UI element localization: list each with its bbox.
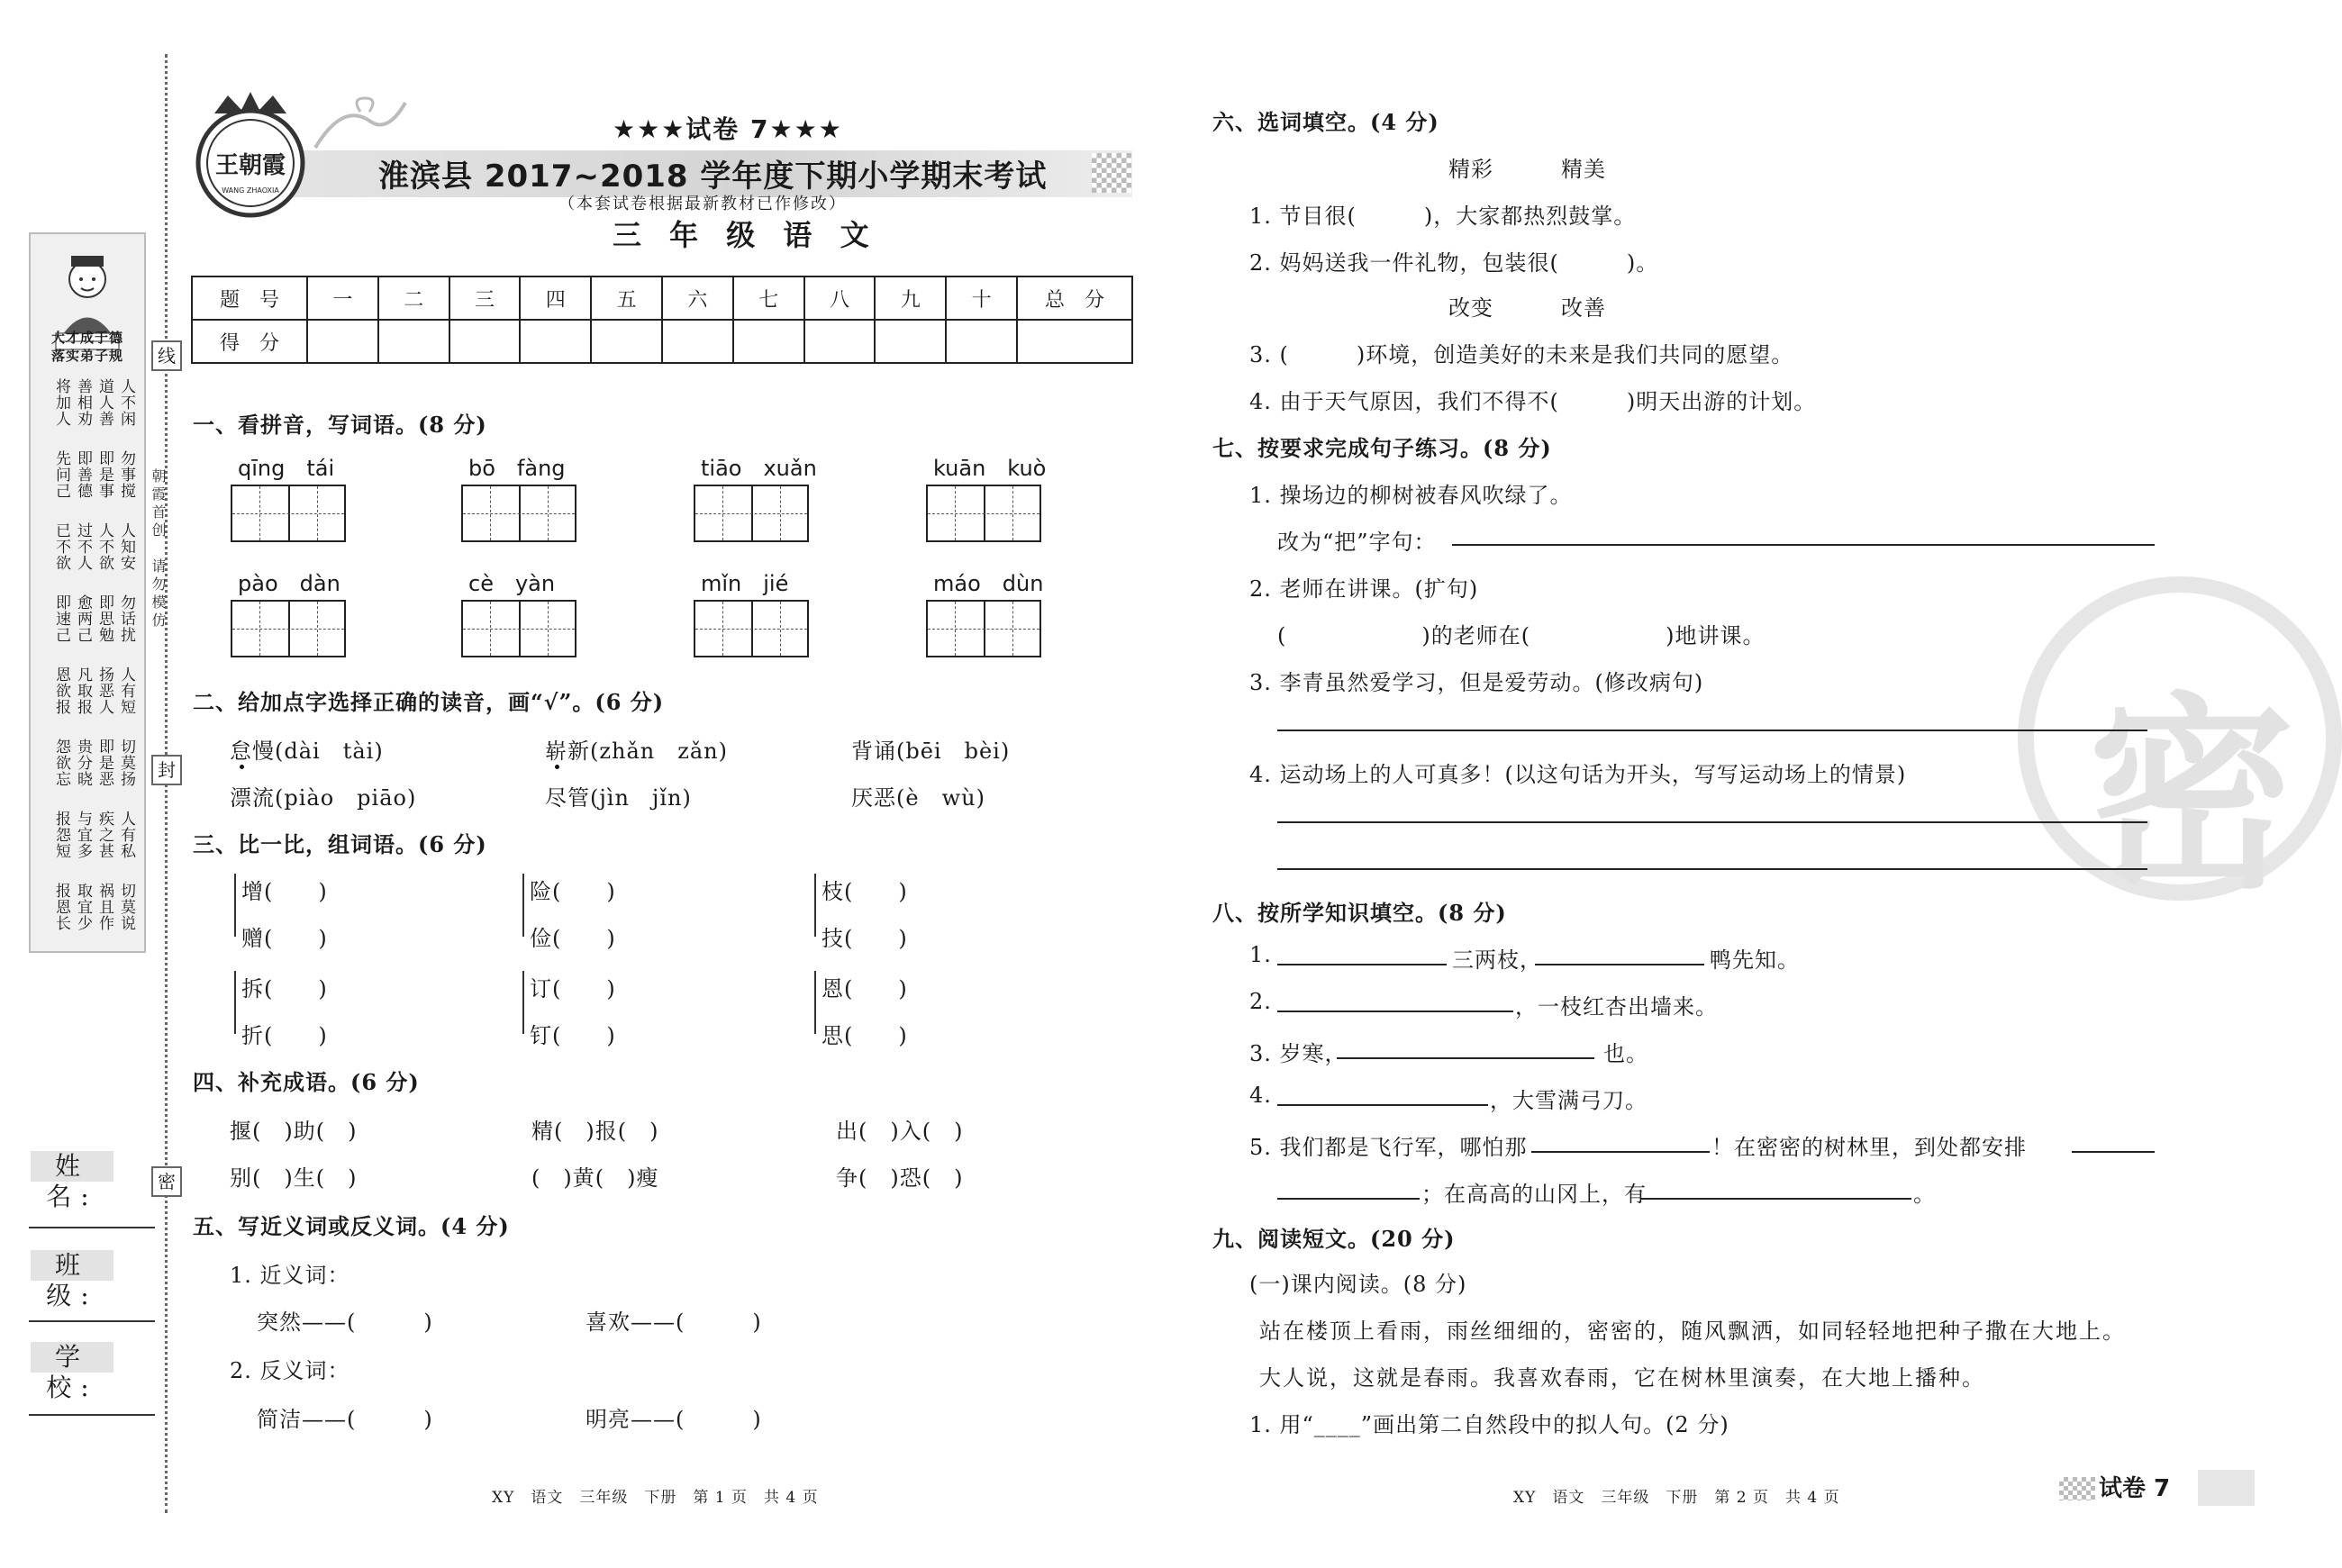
poem-q1-end: 鸭先知。 [1710,947,1800,973]
score-header-cell: 五 [591,276,662,320]
grid-guide [780,486,781,540]
motto-column: 扬恶人 [95,666,113,715]
group-bracket [234,971,236,1034]
school-label: 学 校: [31,1342,113,1373]
score-header-cell: 七 [733,276,804,320]
watermark-char: 密 [2088,674,2296,917]
poem-q5-text-a: 5. 我们都是飞行军，哪怕那 [1249,1135,1528,1160]
grid-guide [1012,486,1013,540]
reading-item-3-text: 背诵(bēi bèi) [851,739,1011,764]
motto-column: 恩欲报 [52,666,70,715]
motto-column: 先问己 [52,450,70,499]
section-7-title: 七、按要求完成句子练习。(8 分) [1212,435,1552,461]
footer-page-1: XY 语文 三年级 下册 第 1 页 共 4 页 [492,1489,819,1507]
motto-column: 已不欲 [52,522,70,571]
poem-q2-num: 2. [1249,989,1272,1014]
grid-guide [317,602,318,656]
answer-line[interactable] [1277,964,1447,965]
motto-column: 切莫说 [117,883,135,931]
motto-column: 贵分晓 [74,739,92,787]
reading-item-5[interactable] [545,780,692,811]
compare-item[interactable]: 钉( ) [530,1023,616,1048]
motto-column: 即善德 [74,450,92,499]
fill-question-3[interactable]: 3. ( )环境，创造美好的未来是我们共同的愿望。 [1249,342,1794,367]
antonym-label: 2. 反义词： [230,1358,350,1383]
score-header-cell: 总 分 [1017,276,1132,320]
score-cell[interactable] [662,320,733,363]
pinyin-label: cè yàn [468,571,556,596]
answer-line[interactable] [1535,964,1704,965]
reading-item-6-text: 厌恶(è wù) [851,785,985,811]
motto-column: 切莫扬 [117,739,135,787]
antonym-item[interactable]: 简洁——( ) [257,1407,433,1432]
idiom-item[interactable]: ( )黄( )瘦 [531,1165,659,1191]
school-field[interactable] [29,1414,155,1416]
answer-line[interactable] [1337,1057,1594,1059]
class-field[interactable] [29,1320,155,1322]
answer-line[interactable] [2072,1151,2155,1153]
reading-item-4-text: 漂流(piào piāo) [230,785,417,811]
idiom-item[interactable]: 别( )生( ) [230,1165,358,1191]
grid-guide [317,486,318,540]
compare-item[interactable]: 险( ) [530,879,616,904]
section-5-title: 五、写近义词或反义词。(4 分) [193,1213,510,1239]
grid-guide [1012,602,1013,656]
motto-column: 善相劝 [74,378,92,427]
score-header-cell: 六 [662,276,733,320]
answer-line[interactable] [1277,1198,1420,1200]
pinyin-label: bō fàng [468,456,566,481]
poem-q1-text: 三两枝， [1452,947,1542,973]
score-cell[interactable] [733,320,804,363]
poem-q3-text: 3. 岁寒， [1249,1041,1348,1066]
idiom-item[interactable]: 揠( )助( ) [230,1119,358,1144]
writing-grid[interactable] [926,485,1041,542]
pinyin-label: qīng tái [238,456,335,481]
compare-item[interactable]: 俭( ) [530,926,616,951]
section-8-title: 八、按所学知识填空。(8 分) [1212,900,1507,926]
score-header-label: 题 号 [192,276,307,320]
paper-tag-bar [2198,1470,2255,1506]
section-3-title: 三、比一比，组词语。(6 分) [193,831,487,857]
sentence-q3: 3. 李青虽然爱学习，但是爱劳动。(修改病句) [1249,670,1704,695]
checker-decoration [1092,153,1131,193]
side-note-original: 朝霞首创 [150,468,167,540]
idiom-item[interactable]: 出( )入( ) [836,1119,964,1144]
writing-grid[interactable] [461,485,576,542]
writing-grid[interactable] [461,600,576,657]
section-9-title: 九、阅读短文。(20 分) [1212,1226,1456,1252]
footer-page-2: XY 语文 三年级 下册 第 2 页 共 4 页 [1513,1489,1840,1507]
writing-grid[interactable] [694,485,809,542]
score-cell[interactable] [378,320,449,363]
section-6-title: 六、选词填空。(4 分) [1212,109,1439,135]
score-row-label: 得 分 [192,320,307,363]
motto-column: 人不欲 [95,522,113,571]
score-cell[interactable] [591,320,662,363]
score-header-cell: 九 [875,276,946,320]
side-note-no-copy: 请勿模仿 [150,558,167,630]
poem-q2-text: ，一枝红杏出墙来。 [1515,994,1718,1020]
compare-item[interactable]: 枝( ) [822,879,908,904]
synonym-item[interactable]: 喜欢——( ) [586,1310,762,1335]
sentence-q4: 4. 运动场上的人可真多！(以这句话为开头，写写运动场上的情景) [1249,762,1907,787]
score-cell[interactable] [946,320,1017,363]
answer-line[interactable] [1277,821,2147,823]
score-header-cell: 二 [378,276,449,320]
poem-q5-text-c: ；在高高的山冈上，有 [1421,1182,1647,1207]
compare-item[interactable]: 订( ) [530,976,616,1002]
answer-line[interactable] [1277,1104,1488,1106]
motto-column: 勿事搅 [117,450,135,499]
synonym-label: 1. 近义词： [230,1263,350,1288]
section-4-title: 四、补充成语。(6 分) [193,1069,420,1095]
poem-q4-num: 4. [1249,1083,1272,1108]
score-cell[interactable] [520,320,591,363]
name-label: 姓 名: [31,1151,113,1182]
motto-column: 疾之甚 [95,811,113,859]
motto-column: 报恩长 [52,883,70,931]
reading-item-1-text: 慢(dài tài) [252,739,384,764]
compare-item[interactable]: 折( ) [241,1023,328,1048]
group-bracket [814,971,816,1034]
motto-column: 愈两己 [74,594,92,643]
poem-q3-end: 也。 [1603,1041,1648,1066]
motto-column: 报怨短 [52,811,70,859]
sentence-q2-fill[interactable]: ( )的老师在( )地讲课。 [1277,623,1766,648]
motto-column: 人有私 [117,811,135,859]
fill-question-1[interactable]: 1. 节目很( )，大家都热烈鼓掌。 [1249,204,1637,229]
score-header-cell: 八 [804,276,876,320]
compare-item[interactable]: 技( ) [822,926,908,951]
motto-column: 怨欲忘 [52,739,70,787]
score-cell[interactable] [307,320,378,363]
reading-item-1[interactable]: 怠慢(dài tài) [230,739,384,764]
answer-line[interactable] [1531,1151,1710,1153]
paper-number: ★★★试卷 7★★★ [613,114,843,144]
answer-line[interactable] [1277,868,2147,870]
score-cell[interactable] [1017,320,1132,363]
paper-tag: 试卷 7 [2099,1475,2171,1502]
ribbon-decoration-icon [306,94,414,157]
pinyin-label: tiāo xuǎn [701,456,817,481]
pinyin-label: pào dàn [238,571,340,596]
sentence-q2: 2. 老师在讲课。(扩句) [1249,576,1479,602]
compare-item[interactable]: 思( ) [822,1023,908,1048]
motto-column: 勿话扰 [117,594,135,643]
writing-grid[interactable] [231,600,346,657]
score-cell[interactable] [875,320,946,363]
score-value-row [192,320,1132,363]
group-bracket [522,971,524,1034]
motto-panel [29,232,146,953]
idiom-item[interactable]: 争( )恐( ) [836,1165,964,1191]
score-header-cell: 一 [307,276,378,320]
reading-paragraph-2: 大人说，这就是春雨。我喜欢春雨，它在树林里演奏，在大地上播种。 [1259,1365,1985,1391]
compare-item[interactable]: 赠( ) [241,926,328,951]
grid-guide [548,602,549,656]
secret-watermark [2018,576,2342,917]
pinyin-label: máo dùn [933,571,1044,596]
motto-column: 即思勉 [95,594,113,643]
writing-grid[interactable] [926,600,1041,657]
brand-logo-sub: WANG ZHAOXIA [222,186,279,195]
poem-q4-text: ，大雪满弓刀。 [1490,1088,1648,1113]
word-choices-2: 改变 改善 [1448,295,1606,321]
sentence-q1-prompt: 改为“把”字句： [1277,530,1437,555]
motto-column: 将加人 [52,378,70,427]
motto-column: 即是恶 [95,739,113,787]
cut-char-mi: 密 [151,1166,182,1197]
motto-column: 即是事 [95,450,113,499]
reading-subsection: (一)课内阅读。(8 分) [1249,1272,1467,1297]
writing-grid[interactable] [694,600,809,657]
poem-q1-num: 1. [1249,942,1272,967]
motto-caption-1: 大才成于德 [50,330,123,346]
cut-char-feng: 封 [151,755,182,785]
motto-column: 人不闲 [117,378,135,427]
score-header-row [192,276,1132,320]
motto-column: 人知安 [117,522,135,571]
word-choices-1: 精彩 精美 [1448,157,1606,182]
brand-logo-icon [187,86,313,222]
fill-question-2[interactable]: 2. 妈妈送我一件礼物，包装很( )。 [1249,250,1659,276]
checker-decoration [2059,1477,2095,1500]
grid-guide [780,602,781,656]
section-1-title: 一、看拼音，写词语。(8 分) [193,412,487,438]
motto-caption-2: 落实弟子规 [50,348,123,364]
compare-item[interactable]: 拆( ) [241,976,328,1002]
fill-question-4[interactable]: 4. 由于天气原因，我们不得不( )明天出游的计划。 [1249,389,1817,414]
brand-logo-text: 王朝霞 [214,152,286,179]
exam-note: （本套试卷根据最新教材已作修改） [558,195,847,213]
reading-question-1: 1. 用“____”画出第二自然段中的拟人句。(2 分) [1249,1412,1729,1437]
poem-q5-end: 。 [1913,1182,1936,1207]
reading-item-4[interactable] [230,780,416,811]
reading-item-2-text: 新(zhǎn zǎn) [567,739,729,764]
grade-subject-title: 三 年 级 语 文 [613,218,878,252]
answer-line[interactable] [1641,1198,1911,1200]
score-cell[interactable] [449,320,521,363]
reading-item-5-text: 尽管(jìn jǐn) [545,785,692,811]
antonym-item[interactable]: 明亮——( ) [586,1407,762,1432]
answer-line[interactable] [1277,730,2147,731]
reading-item-3[interactable] [851,733,1010,765]
idiom-item[interactable]: 精( )报( ) [531,1119,659,1144]
score-header-cell: 四 [520,276,591,320]
motto-column: 取宜少 [74,883,92,931]
pinyin-label: mǐn jié [701,571,789,596]
score-cell[interactable] [804,320,876,363]
poem-q5-text-b: ！在密密的树林里，到处都安排 [1711,1135,2027,1160]
reading-paragraph-1: 站在楼顶上看雨，雨丝细细的，密密的，随风飘洒，如同轻轻地把种子撒在大地上。 [1259,1319,2126,1344]
compare-item[interactable]: 恩( ) [822,976,908,1002]
exam-title: 淮滨县 2017~2018 学年度下期小学期末考试 [378,159,1048,195]
class-label: 班 级: [31,1250,113,1281]
pinyin-label: kuān kuò [933,456,1047,481]
motto-column: 即速己 [52,594,70,643]
cut-char-xian: 线 [151,340,182,371]
writing-grid[interactable] [231,485,346,542]
reading-item-6[interactable] [851,780,985,811]
score-table [191,276,1133,364]
group-bracket [234,874,236,937]
sentence-q1: 1. 操场边的柳树被春风吹绿了。 [1249,483,1573,508]
section-2-title: 二、给加点字选择正确的读音，画“√”。(6 分) [193,689,665,715]
synonym-item[interactable]: 突然——( ) [257,1310,433,1335]
motto-column: 与宜多 [74,811,92,859]
compare-item[interactable]: 增( ) [241,879,328,904]
grid-guide [548,486,549,540]
answer-line[interactable] [1452,544,2155,546]
motto-column: 人有短 [117,666,135,715]
score-header-cell: 三 [449,276,521,320]
name-field[interactable] [29,1227,155,1228]
score-header-cell: 十 [946,276,1017,320]
group-bracket [814,874,816,937]
motto-column: 过不人 [74,522,92,571]
answer-line[interactable] [1277,1011,1513,1012]
group-bracket [522,874,524,937]
motto-column: 道人善 [95,378,113,427]
reading-item-2[interactable]: 崭新(zhǎn zǎn) [545,739,729,764]
motto-column: 凡取报 [74,666,92,715]
motto-column: 祸且作 [95,883,113,931]
